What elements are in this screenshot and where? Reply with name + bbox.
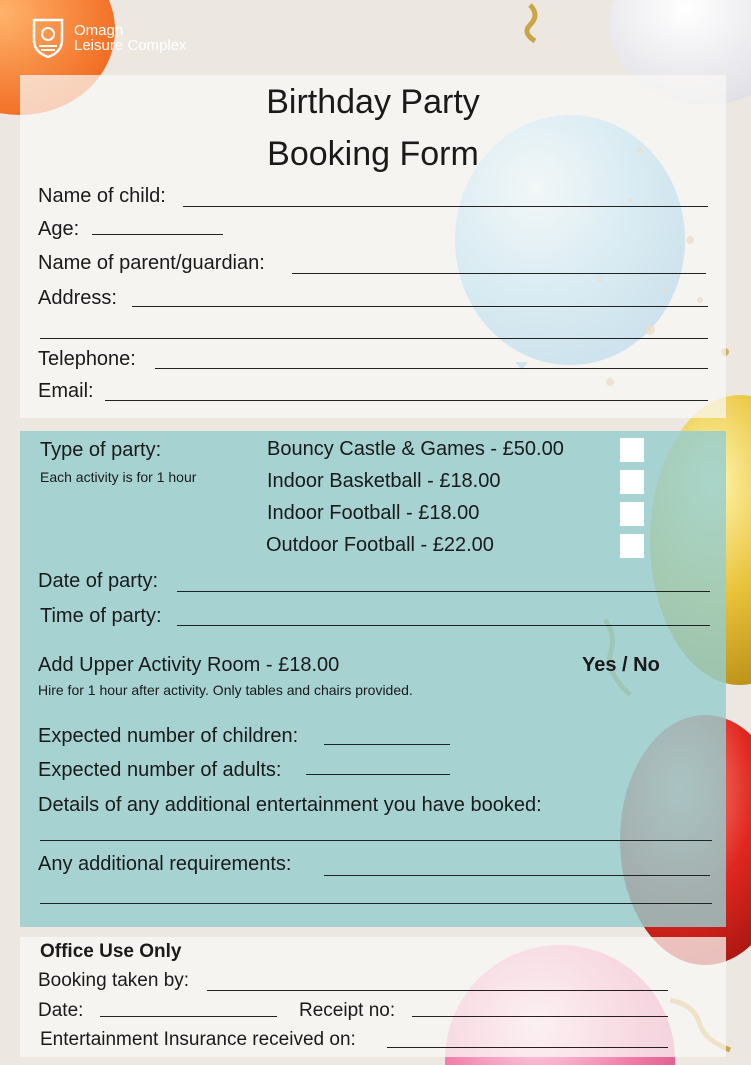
upper-room-label: Add Upper Activity Room - £18.00 bbox=[38, 654, 340, 676]
booking-taken-by-label: Booking taken by: bbox=[38, 970, 190, 991]
omagh-leisure-logo bbox=[30, 18, 187, 58]
option-bouncy-castle-label: Bouncy Castle & Games - £50.00 bbox=[267, 438, 564, 460]
requirements-field-2[interactable] bbox=[40, 903, 712, 904]
receipt-no-label: Receipt no: bbox=[299, 1000, 396, 1021]
age-label: Age: bbox=[38, 218, 80, 240]
requirements-field-1[interactable] bbox=[324, 875, 710, 876]
party-type-note: Each activity is for 1 hour bbox=[40, 469, 197, 485]
brand-line1: Omagh bbox=[74, 22, 124, 39]
contact-details-panel bbox=[20, 75, 726, 418]
form-title-line1: Birthday Party bbox=[266, 83, 480, 121]
telephone-field[interactable] bbox=[155, 368, 708, 369]
email-field[interactable] bbox=[105, 400, 708, 401]
party-type-label: Type of party: bbox=[40, 439, 162, 461]
child-name-label: Name of child: bbox=[38, 185, 166, 207]
form-title-line2: Booking Form bbox=[267, 135, 479, 173]
requirements-label: Any additional requirements: bbox=[38, 853, 292, 875]
office-use-title: Office Use Only bbox=[40, 941, 182, 962]
option-outdoor-football-label: Outdoor Football - £22.00 bbox=[266, 534, 494, 556]
booking-taken-by-field[interactable] bbox=[207, 990, 668, 991]
option-indoor-basketball-label: Indoor Basketball - £18.00 bbox=[267, 470, 501, 492]
upper-room-yes-no[interactable]: Yes / No bbox=[582, 654, 660, 676]
adults-count-label: Expected number of adults: bbox=[38, 759, 282, 781]
upper-room-note: Hire for 1 hour after activity. Only tables and chairs provided. bbox=[38, 682, 413, 698]
entertainment-label: Details of any additional entertainment you have booked: bbox=[38, 794, 542, 816]
child-name-field[interactable] bbox=[183, 206, 708, 207]
parent-name-field[interactable] bbox=[292, 273, 706, 274]
party-time-field[interactable] bbox=[177, 625, 710, 626]
insurance-label: Entertainment Insurance received on: bbox=[40, 1029, 356, 1050]
children-count-label: Expected number of children: bbox=[38, 725, 299, 747]
parent-name-label: Name of parent/guardian: bbox=[38, 252, 265, 274]
option-indoor-football-checkbox[interactable] bbox=[620, 502, 644, 526]
adults-count-field[interactable] bbox=[306, 774, 450, 775]
office-use-panel bbox=[20, 937, 726, 1057]
children-count-field[interactable] bbox=[324, 744, 450, 745]
party-date-field[interactable] bbox=[177, 591, 710, 592]
insurance-field[interactable] bbox=[387, 1047, 668, 1048]
receipt-no-field[interactable] bbox=[412, 1016, 668, 1017]
age-field[interactable] bbox=[92, 234, 223, 235]
party-details-panel bbox=[20, 431, 726, 927]
address-label: Address: bbox=[38, 287, 117, 309]
brand-line2: Leisure Complex bbox=[74, 37, 187, 54]
option-indoor-basketball-checkbox[interactable] bbox=[620, 470, 644, 494]
telephone-label: Telephone: bbox=[38, 348, 136, 370]
party-time-label: Time of party: bbox=[40, 605, 162, 627]
email-label: Email: bbox=[38, 380, 94, 402]
option-bouncy-castle-checkbox[interactable] bbox=[620, 438, 644, 462]
party-date-label: Date of party: bbox=[38, 570, 159, 592]
option-indoor-football-label: Indoor Football - £18.00 bbox=[267, 502, 480, 524]
office-date-label: Date: bbox=[38, 1000, 84, 1021]
crest-icon bbox=[30, 18, 66, 58]
address-field-1[interactable] bbox=[132, 306, 708, 307]
entertainment-field[interactable] bbox=[40, 840, 712, 841]
option-outdoor-football-checkbox[interactable] bbox=[620, 534, 644, 558]
address-field-2[interactable] bbox=[40, 338, 708, 339]
office-date-field[interactable] bbox=[100, 1016, 277, 1017]
